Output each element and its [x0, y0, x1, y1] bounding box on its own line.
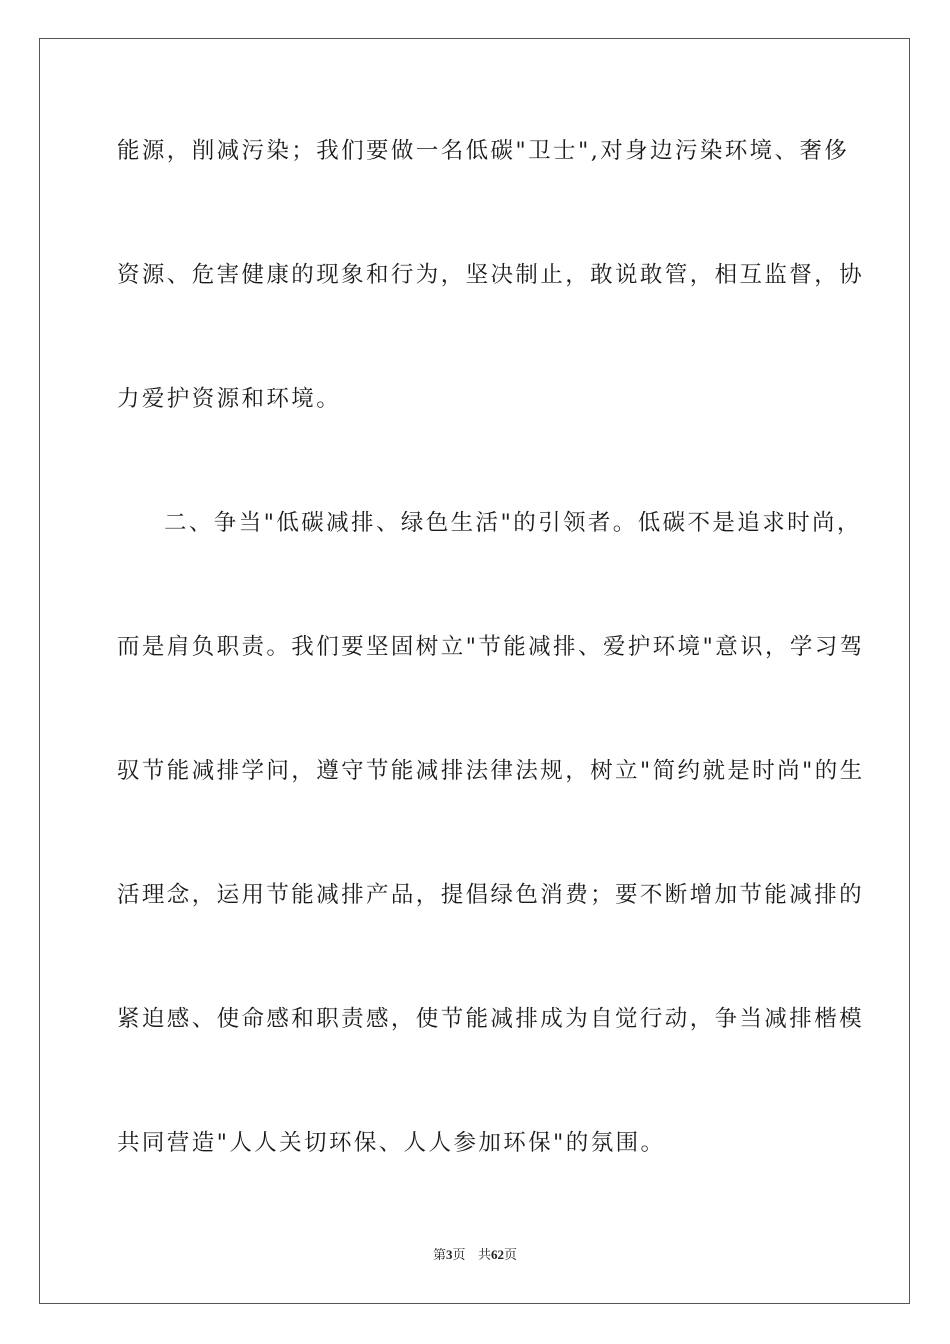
- page-footer: [0, 1246, 950, 1265]
- page-prefix: 第: [433, 1248, 447, 1263]
- paragraph-line: 驭节能减排学问，遵守节能减排法律法规，树立"简约就是时尚"的生: [117, 758, 865, 784]
- paragraph-line: 而是肩负职责。我们要坚固树立"节能减排、爱护环境"意识，学习驾: [117, 634, 865, 660]
- total-suffix: 页: [503, 1248, 517, 1263]
- paragraph-line: 二、争当"低碳减排、绿色生活"的引领者。低碳不是追求时尚，: [164, 510, 862, 536]
- paragraph-line: 活理念，运用节能减排产品，提倡绿色消费；要不断增加节能减排的: [117, 882, 865, 908]
- paragraph-line: 紧迫感、使命感和职责感，使节能减排成为自觉行动，争当减排楷模: [117, 1006, 865, 1032]
- paragraph-line: 力爱护资源和环境。: [117, 386, 342, 412]
- paragraph-line: 资源、危害健康的现象和行为，坚决制止，敢说敢管，相互监督，协: [117, 262, 865, 288]
- total-prefix: 共: [477, 1248, 491, 1263]
- paragraph-line: 共同营造"人人关切环保、人人参加环保"的氛围。: [117, 1130, 666, 1156]
- page-suffix: 页: [452, 1248, 466, 1263]
- page-number: 3: [446, 1247, 453, 1262]
- total-pages: 62: [490, 1247, 504, 1262]
- page-border: [39, 38, 910, 1304]
- paragraph-line: 能源，削减污染；我们要做一名低碳"卫士",对身边污染环境、奢侈: [117, 138, 850, 164]
